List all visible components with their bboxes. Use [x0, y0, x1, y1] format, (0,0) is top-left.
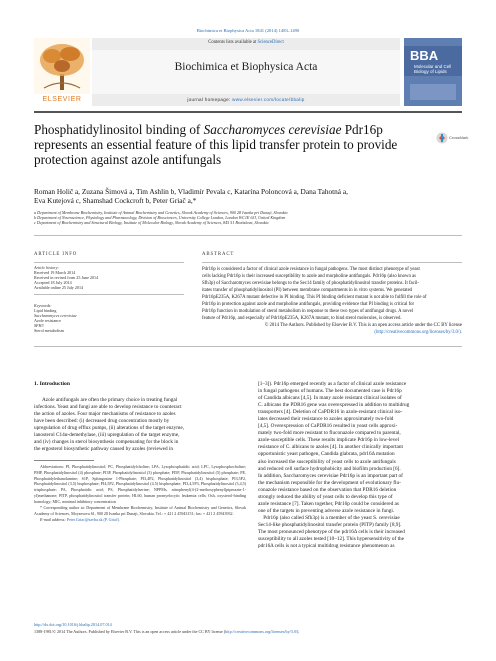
abstract-line: cells lacking Pdr16p is their increased susceptibility to azole and morpholine antifungals. Pdr16p (also known as [202, 274, 416, 280]
intro-line: Sec14-like phosphatidylinositol transfer protein (PITP) family [8,9]. [258, 521, 402, 528]
intro-line: the action of azoles. Four major mechanisms of resistance to azoles [34, 411, 176, 418]
intro-line: upregulation of drug efflux pumps, (ii) alterations of the target enzyme, [34, 425, 184, 432]
keyword-item: Azole resistance [34, 318, 61, 324]
journal-cover [404, 38, 462, 106]
footnotes [34, 464, 246, 523]
intro-line: Pdr16p (also called Sfh3p) is a member of the yeast S. cerevisiae [258, 514, 400, 521]
abstract-heading: ABSTRACT [202, 252, 235, 257]
intro-line: lanosterol C14α-demethylase, (iii) upregulation of the target enzyme, [34, 432, 180, 439]
abbreviations-footnote: Abbreviations: PI, Phosphatidylinositol; PC, Phosphatidylcholine; LPA, Lysophosphatidic acid; LPC, Lysophosphocholine; PMP, Phosphatidylinositol (4) phosphate; PI3P, Phosphatidylinositol (3) phosphate; PI5P, Phosphatidylinositol (5) phosphate; PE, Phosphatidylethanolamine; S1P, Sphingosine 1-Phosphate; PI3,4P2, Phosphatidylinositol (3,4) bisphosphate; PI3,5P2, Phosphatidylinositol (3,5) bisphosphate; PI4,5P2, Phosphatidylinositol (4,5) bisphosphate; PI3,4,5P3, Phosphatidylinositol (3,4,5) trisphosphate; PA, Phosphatidic acid; PS, Phosphatidylserine; NPPMs, nitrophenyl(4-(2-methoxyphenyl)piperazin-1-yl)methanone; PITP, phosphatidylinositol transfer protein; HL60, human promyelocytic leukemia cells; Osh, oxysterol-binding homology; MIC, minimal inhibitory concentration [34, 464, 246, 504]
intro-left-column [34, 397, 246, 453]
keywords [34, 303, 184, 334]
article-info-heading: ARTICLE INFO [34, 252, 78, 257]
masthead [34, 38, 462, 106]
email-link[interactable]: Peter.Griac@savba.sk (P. Griač). [66, 516, 121, 522]
intro-line: the ergosterol biosynthetic pathway caused by azoles (reviewed in [34, 446, 173, 453]
authors-line-2: Eva Kutejová c, Shamshad Cockcroft b, Peter Griač a,* [34, 196, 197, 206]
sciencedirect-link[interactable]: ScienceDirect [257, 40, 284, 45]
masthead-center [92, 38, 400, 106]
abstract-line: Pdr16p function in modulation of sterol metabolism in response to these two types of antifungal drugs. A novel [202, 309, 414, 315]
intro-right-column [258, 381, 464, 550]
intro-line: and (iv) changes in sterol biosynthesis compensating for the block in [34, 439, 179, 446]
license-footer: 1388-1981/© 2014 The Authors. Published by Elsevier B.V. This is an open access article under the CC BY license (http://creativecommons.org/licenses/by/3.0/). [34, 629, 300, 634]
homepage-line: journal homepage: www.elsevier.com/locate/bbalip [187, 97, 305, 102]
history-revised: Received in revised form 25 June 2014 [34, 275, 99, 281]
cover-abbrev: BBA [410, 48, 439, 63]
history-accepted: Accepted 18 July 2014 [34, 280, 72, 286]
intro-line: have been described: (i) decreased drug concentration mostly by [34, 418, 170, 425]
keyword-item: Saccharomyces cerevisiae [34, 313, 77, 319]
intro-line: one of the targets in preventing adverse azole resistance in fungi. [258, 507, 395, 514]
elsevier-logo [34, 38, 90, 106]
affiliation-c: c Department of Biochemistry and Structural Biology, Institute of Molecular Biology, Slovak Academy of Sciences, 845 51 Bratislava, Slovakia [34, 220, 269, 226]
intro-line: susceptibility to all azoles tested [10–12]. This hypersensitivity of the [258, 536, 405, 543]
corresponding-author-footnote: * Corresponding author at: Department of Membrane Biochemistry, Institute of Animal Biochemistry and Genetics, Slovak Academy of Sciences, Moyzesova 61, 900 28 Ivanka pri Dunaji, Slovakia. Tel.: + 421 2 45943151; fax: + 421 2 45943932. [34, 505, 246, 516]
intro-line: conazole resistance based on the observation that PDR16 deletion [258, 486, 397, 493]
keyword-item: SFH3 [34, 323, 44, 329]
license-footer-link[interactable]: http://creativecommons.org/licenses/by/3.0/ [225, 629, 298, 634]
abstract-line: Pdr16p in protection against azole and morpholine antifungals, providing evidence that PI binding is critical for [202, 302, 415, 308]
article-history [34, 265, 184, 290]
intro-line: in fungal pathogens of humans. The best documented case is Pdr16p [258, 388, 402, 395]
intro-line: of Candida albicans [4,5]. In many azole resistant clinical isolates of [258, 395, 402, 402]
abstract-line: Pdr16p is considered a factor of clinical azole resistance in fungal pathogens. The most distinct phenotype of yeast [202, 267, 420, 272]
affiliations [34, 210, 464, 225]
journal-name: Biochimica et Biophysica Acta [174, 61, 318, 73]
contents-line: Contents lists available at ScienceDirect [208, 40, 284, 45]
intro-line: transporters [4]. Deletion of CaPDR16 in azole-resistant clinical iso- [258, 409, 403, 416]
abstract-line: itates transfer of phosphatidylinositol (PI) between membrane compartments in in vitro systems. We generated [202, 288, 413, 294]
affiliation-a: a Department of Membrane Biochemistry, Institute of Animal Biochemistry and Genetics, Slovak Academy of Sciences, 900 28 Ivanka pri Dunaji, Slovakia [34, 210, 288, 215]
crossmark-badge[interactable] [436, 131, 469, 147]
email-footnote: E-mail address: Peter.Griac@savba.sk (P. Griač). [40, 516, 121, 522]
intro-line: mately two-fold more resistant to fluconazole compared to parental, [258, 430, 401, 437]
intro-line: infections. Yeast and fungi are able to develop resistance to counteract [34, 404, 182, 411]
journal-reference: Biochimica et Biophysica Acta 1841 (2014) 1483–1490 [196, 28, 300, 33]
introduction-heading: 1. Introduction [34, 381, 70, 387]
intro-line: opportunistic yeast pathogen, Candida glabrata, pdr16Δ mutation [258, 451, 395, 458]
elsevier-tree-icon [34, 38, 90, 94]
keyword-item: Lipid binding [34, 308, 57, 314]
publisher-name: ELSEVIER [42, 96, 82, 103]
homepage-link[interactable]: www.elsevier.com/locate/bbalip [232, 97, 305, 102]
author-list [34, 187, 464, 206]
crossmark-label: CrossMark [449, 135, 469, 140]
history-received: Received 19 March 2014 [34, 270, 76, 276]
intro-line: azole resistance [7]. Taken together, Pdr16p could be considered as [258, 500, 399, 507]
abstract-line: feature of Pdr16p, and especially of Pdr16pE235A, K267A mutant, to bind sterol molecules, is observed. [202, 316, 402, 322]
intro-line: strongly reduced the ability of yeast cells to develop this type of [258, 493, 393, 500]
history-online: Available online 25 July 2014 [34, 285, 84, 291]
intro-line: [1–3]). Pdr16p emerged recently as a factor of clinical azole resistance [258, 381, 407, 387]
crossmark-icon [436, 132, 448, 144]
intro-line: lates decreased their resistance to azoles approximately two-fold [258, 416, 394, 423]
history-label: Article history: [34, 265, 59, 270]
intro-line: and reduced cell surface hydrophobicity and biofilm production [6]. [258, 465, 401, 472]
keyword-item: Sterol metabolism [34, 328, 64, 334]
abstract-line: Pdr16pE235A, K267A mutant defective in PI binding. This PI binding deficient mutant is not able to fulfill the role of [202, 295, 427, 301]
intro-line: [4,5]. Overexpression of CaPDR16 resulted in yeast cells approxi- [258, 423, 398, 430]
intro-line: pdr16Δ cells is not a typical multidrug resistance phenomenon as [258, 543, 395, 550]
intro-line: Azole antifungals are often the primary choice in treating fungal [42, 397, 178, 403]
keywords-label: Keywords: [34, 303, 52, 308]
abstract-copyright: © 2014 The Authors. Published by Elsevier B.V. This is an open access article under the CC BY license [264, 323, 462, 329]
license-link[interactable]: (http://creativecommons.org/licenses/by/3.0/). [374, 330, 462, 336]
intro-line: azole-susceptible cells. These results implicate Pdr16p in low-level [258, 437, 400, 444]
abstract-line: Sfh3p) of Saccharomyces cerevisiae belongs to the Sec14 family of phosphatidylinositol transfer proteins. It facil- [202, 281, 419, 287]
abstract-body [202, 266, 462, 336]
intro-line: resistance of C. albicans to azoles [4]. In another clinically important [258, 444, 403, 451]
intro-line: also increased the susceptibility of yeast cells to azole antifungals [258, 458, 396, 465]
intro-line: The most pronounced phenotype of the pdr16Δ cells is their increased [258, 528, 405, 535]
article-title: Phosphatidylinositol binding of Saccharomyces cerevisiae Pdr16p represents an essential feature of this lipid transfer protein to provide protection against azole antifungals [34, 122, 398, 167]
intro-line: In addition, Saccharomyces cerevisiae Pdr16p is an important part of [258, 472, 403, 479]
intro-line: C. albicans the PDR16 gene was overexpressed in addition to multidrug [258, 402, 410, 409]
affiliation-b: b Department of Neuroscience, Physiology and Pharmacology, Division of Biosciences, University College London, London WC1E 6JJ, United Kingdom [34, 215, 286, 221]
doi-link[interactable]: http://dx.doi.org/10.1016/j.bbalip.2014.07.014 [34, 622, 112, 627]
cover-title: Molecular and Cell Biology of Lipids [414, 64, 452, 75]
intro-line: the mechanism responsible for the development of evolutionary flu- [258, 479, 401, 486]
authors-line-1: Roman Holič a, Zuzana Šimová a, Tim Ashlin b, Vladimír Pevala c, Katarína Poloncová a, Dana Tahotná a, [34, 187, 348, 196]
